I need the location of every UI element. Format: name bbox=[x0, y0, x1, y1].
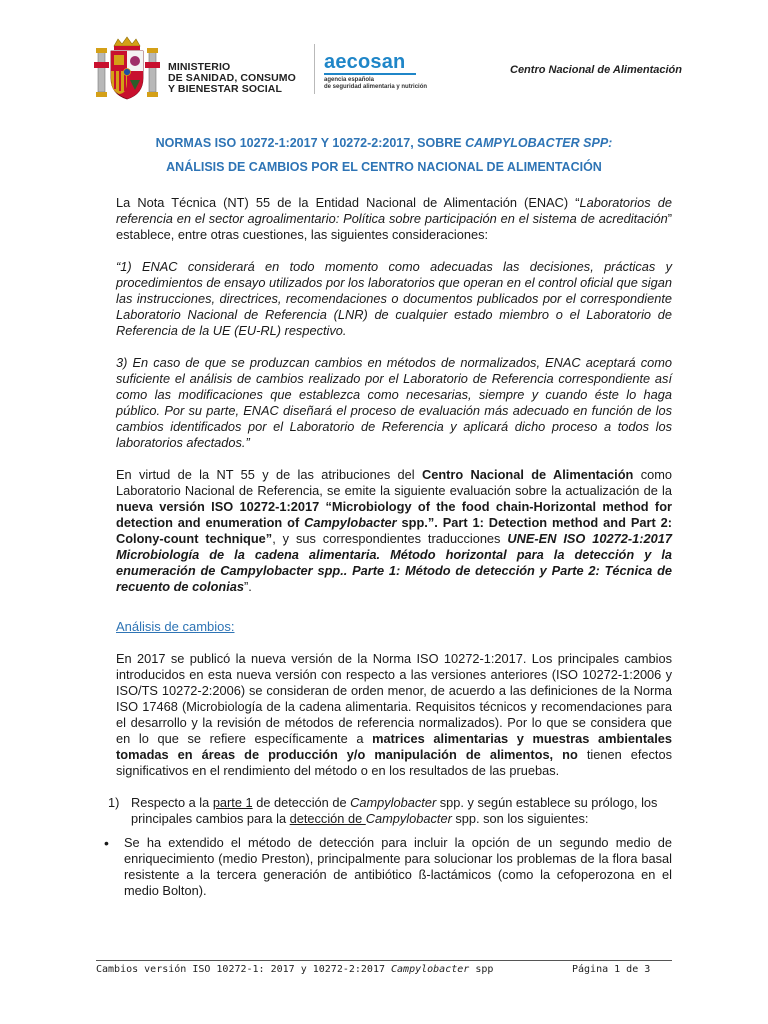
aecosan-logo bbox=[324, 52, 427, 91]
agency-sub-line-1: agencia española bbox=[324, 77, 375, 83]
text-run: ”. bbox=[244, 579, 252, 594]
bullet-item bbox=[104, 835, 672, 899]
text-run-italic: Campylobacter bbox=[365, 811, 452, 826]
footer-document-name bbox=[96, 964, 493, 975]
document-title-line-1 bbox=[0, 136, 768, 150]
quote-paragraph-1: “1) ENAC considerará en todo momento como adecuadas las decisiones, prácticas y procedimientos de ensayo utilizados por los laboratorios que operan en el control oficial que sigan las instrucciones, directrices, recomendaciones o documentos publicados por el correspondiente Laboratorio Nacional de Referencia (LNR) de cualquier estado miembro o el Laboratorio de Referencia de la UE (EU-RL) respectivo. bbox=[116, 259, 672, 338]
agency-logo-bar bbox=[324, 73, 416, 75]
document-body bbox=[104, 195, 673, 899]
text-run: En 2017 se publicó la nueva versión de la Norma ISO 10272-1:2017. Los principales cambios introducidos en esta nueva versión con respecto a las versiones anteriores (ISO 10272-1:2006 y ISO/TS 10272-2:2006) se consideran de orden menor, de acuerdo a las definiciones de la Norma ISO 17468 (Microbiología de la cadena alimentaria. Requisitos técnicos y recomendaciones para el desarrollo y la revisión de métodos de referencia normalizados). Por lo que se considera que en lo que se refiere específicamente a bbox=[116, 651, 672, 746]
text-run: spp. y según establece su prólogo, los principales cambios para la bbox=[131, 795, 658, 826]
ministry-line-1: MINISTERIO bbox=[168, 61, 231, 73]
item-number: 1) bbox=[108, 795, 120, 810]
title-part-italic: CAMPYLOBACTER SPP: bbox=[465, 136, 613, 150]
document-title-line-2: ANÁLISIS DE CAMBIOS POR EL CENTRO NACIONAL DE ALIMENTACIÓN bbox=[166, 160, 602, 174]
text-run: como Laboratorio Nacional de Referencia, se emite la siguiente evaluación sobre la actualización de la bbox=[116, 467, 672, 498]
numbered-item-text bbox=[131, 795, 672, 827]
page-header bbox=[0, 0, 768, 110]
text-run-italic: Campylobacter bbox=[391, 964, 470, 975]
text-run-underlined: detección de bbox=[289, 811, 366, 826]
text-run: , y sus correspondientes traducciones bbox=[272, 531, 508, 546]
text-run-bold-italic: Campylobacter bbox=[304, 515, 397, 530]
changes-paragraph bbox=[116, 651, 672, 779]
text-run-bold: nueva versión ISO 10272-1:2017 “Microbiology of the food chain-Horizontal method for detection and enumeration of bbox=[116, 499, 672, 530]
numbered-item bbox=[108, 795, 672, 827]
text-run-bold: Centro Nacional de Alimentación bbox=[421, 467, 634, 482]
title-part: NORMAS ISO 10272-1:2017 Y 10272-2:2017, SOBRE bbox=[155, 136, 466, 150]
page-number: Página 1 de 3 bbox=[572, 964, 651, 975]
text-run: En virtud de la NT 55 y de las atribuciones del bbox=[116, 467, 422, 482]
header-divider bbox=[314, 44, 315, 94]
intro-paragraph bbox=[116, 195, 672, 243]
coat-of-arms-icon bbox=[92, 36, 162, 102]
text-run: de detección de bbox=[252, 795, 351, 810]
text-run: La Nota Técnica (NT) 55 de la Entidad Nacional de Alimentación (ENAC) “ bbox=[116, 195, 580, 210]
agency-name: aecosan bbox=[324, 51, 406, 73]
ministry-line-2: DE SANIDAD, CONSUMO bbox=[168, 72, 296, 84]
text-run-italic: Campylobacter bbox=[350, 795, 437, 810]
ministry-line-3: Y BIENESTAR SOCIAL bbox=[168, 83, 283, 95]
agency-sub-line-2: de seguridad alimentaria y nutrición bbox=[324, 84, 428, 90]
quote-paragraph-3: 3) En caso de que se produzcan cambios en métodos de normalizados, ENAC aceptará como suficiente el análisis de cambios realizado por el Laboratorio de Referencia correspondiente así como las modificaciones que establezca como necesarias, siempre y cuando éste lo haga público. Por su parte, ENAC diseñará el proceso de evaluación más adecuado en función de los cambios identificados por el Laboratorio de Referencia y aplicará dicho proceso a todos los laboratorios afectados.” bbox=[116, 355, 672, 450]
evaluation-paragraph bbox=[116, 467, 672, 595]
bullet-icon: • bbox=[104, 835, 109, 851]
text-run: spp. son los siguientes: bbox=[451, 811, 589, 826]
text-run: spp bbox=[469, 964, 494, 975]
text-run: ” establece, entre otras cuestiones, las siguientes consideraciones: bbox=[116, 211, 672, 242]
text-run: Respecto a la bbox=[131, 795, 213, 810]
footer-divider bbox=[96, 960, 672, 961]
bullet-text: Se ha extendido el método de detección para incluir la opción de un segundo medio de enriquecimiento (medio Preston), principalmente para solucionar los problemas de la flora basal resistente a la tercera generación de antibiótico ß-lactámicos (como la cefoperozona en el medio Bolton). bbox=[124, 835, 672, 898]
section-heading: Análisis de cambios: bbox=[116, 619, 235, 634]
note-title: Laboratorios de referencia en el sector agroalimentario: Política sobre participación en el sistema de acreditación bbox=[116, 195, 672, 226]
text-run-bold: spp.”. Part 1: Detection method and Part 2: Colony-count technique” bbox=[116, 515, 673, 546]
ministry-name bbox=[168, 62, 296, 95]
text-run: tienen efectos significativos en el rendimiento del método o en los resultados de las pruebas. bbox=[116, 747, 672, 778]
text-run-bold-italic: UNE-EN ISO 10272-1:2017 Microbiología de la cadena alimentaria. Método horizontal para la detección y la enumeración de Campylobacter spp.. Parte 1: Método de detección y Parte 2: Técnica de recuento de colonias bbox=[116, 531, 672, 594]
text-run: Cambios versión ISO 10272-1: 2017 y 10272-2:2017 bbox=[96, 964, 392, 975]
text-run-bold: matrices alimentarias y muestras ambientales tomadas en áreas de producción y/o manipulación de alimentos, no bbox=[116, 731, 672, 762]
center-name: Centro Nacional de Alimentación bbox=[510, 64, 682, 76]
text-run-underlined: parte 1 bbox=[212, 795, 253, 810]
